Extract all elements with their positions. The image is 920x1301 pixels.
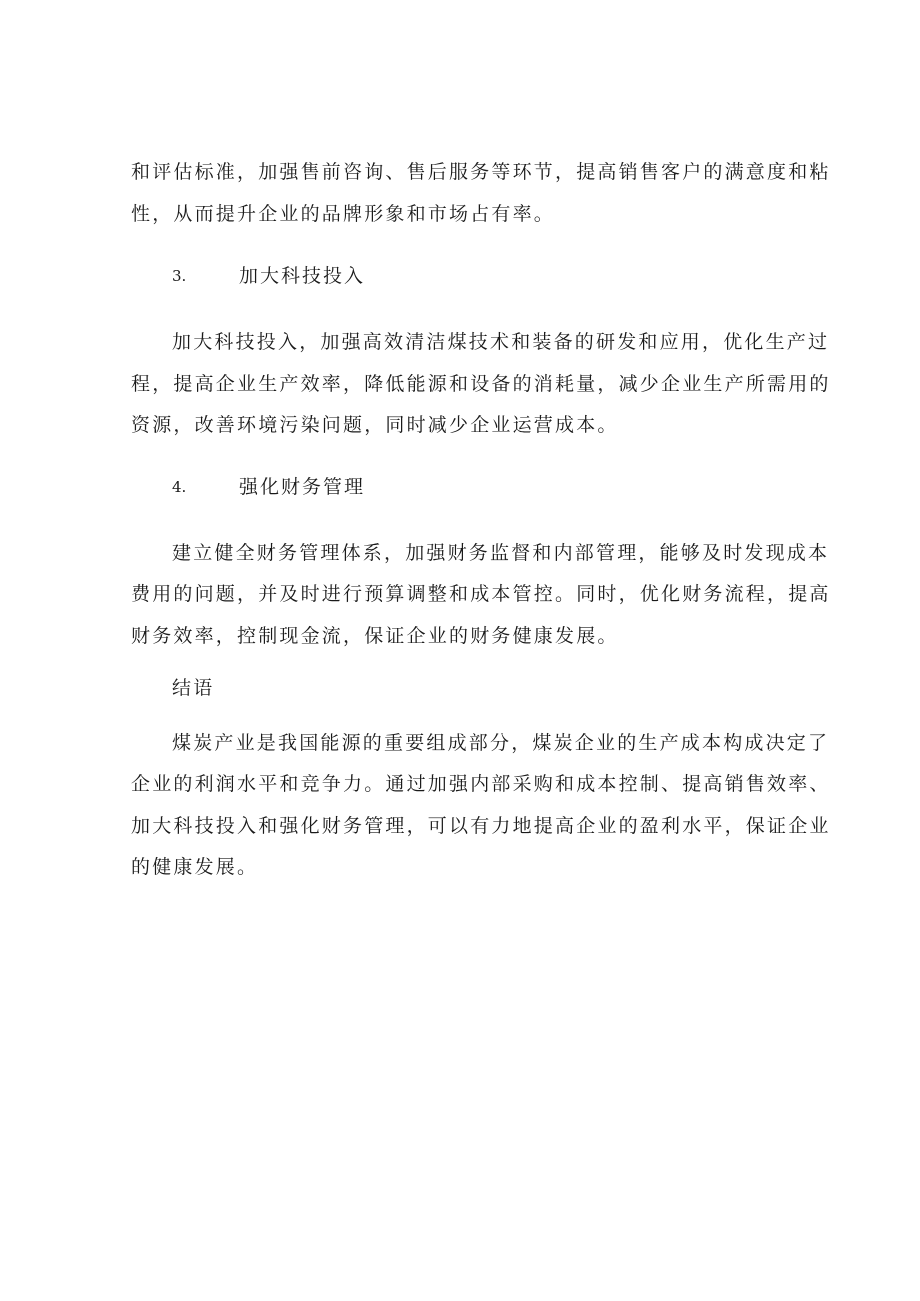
paragraph-line: 财务效率，控制现金流，保证企业的财务健康发展。: [131, 625, 619, 647]
section-number: 3.: [172, 267, 187, 285]
paragraph-line: 加大科技投入和强化财务管理，可以有力地提高企业的盈利水平，保证企业: [131, 815, 831, 837]
paragraph-line: 性，从而提升企业的品牌形象和市场占有率。: [131, 203, 556, 225]
paragraph-line: 建立健全财务管理体系，加强财务监督和内部管理，能够及时发现成本: [172, 542, 830, 564]
section-heading: 加大科技投入: [239, 265, 366, 287]
paragraph-line: 程，提高企业生产效率，降低能源和设备的消耗量，减少企业生产所需用的: [131, 373, 831, 395]
paragraph-line: 加大科技投入，加强高效清洁煤技术和装备的研发和应用，优化生产过: [172, 331, 830, 353]
paragraph-line: 和评估标准，加强售前咨询、售后服务等环节，提高销售客户的满意度和粘: [131, 161, 831, 183]
conclusion-heading: 结语: [172, 677, 215, 699]
section-heading: 强化财务管理: [239, 476, 366, 498]
paragraph-line: 煤炭产业是我国能源的重要组成部分，煤炭企业的生产成本构成决定了: [172, 732, 830, 754]
paragraph-line: 费用的问题，并及时进行预算调整和成本管控。同时，优化财务流程，提高: [131, 583, 831, 605]
paragraph-line: 企业的利润水平和竞争力。通过加强内部采购和成本控制、提高销售效率、: [131, 773, 831, 795]
paragraph-line: 的健康发展。: [131, 856, 259, 878]
paragraph-line: 资源，改善环境污染问题，同时减少企业运营成本。: [131, 414, 619, 436]
section-number: 4.: [172, 478, 187, 496]
